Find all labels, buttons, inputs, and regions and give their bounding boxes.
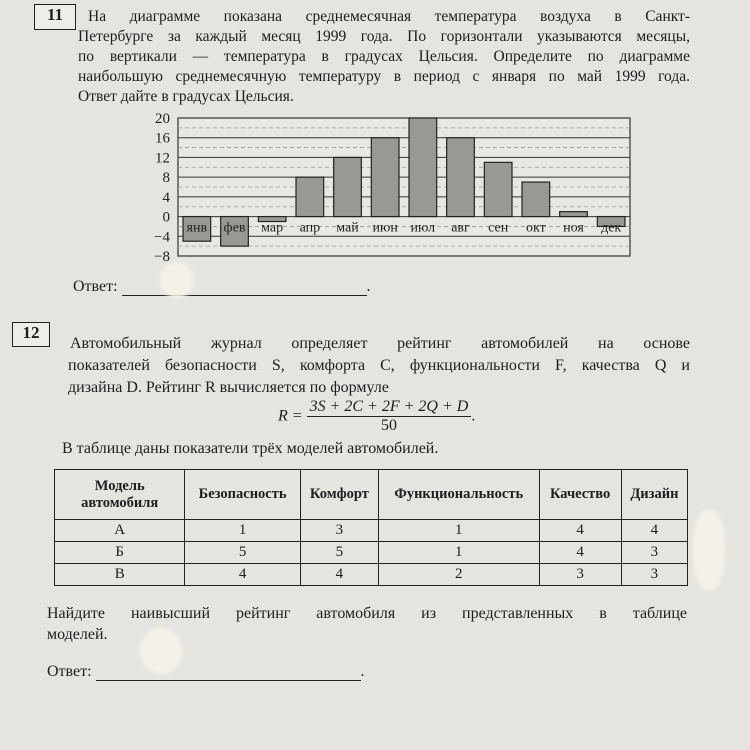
table-header-row (55, 470, 688, 520)
value-cell: 3 (300, 520, 378, 542)
text-line: моделей. (47, 626, 108, 643)
x-tick-label: янв (186, 220, 208, 236)
value-cell: 4 (300, 564, 378, 586)
bar-сен (484, 162, 512, 216)
col-header: Дизайн (621, 470, 687, 520)
task-12-number: 12 (12, 322, 50, 347)
col-header: Безопасность (185, 470, 300, 520)
paper-stain (693, 510, 725, 590)
value-cell: 5 (300, 542, 378, 564)
answer-label: Ответ: (47, 663, 92, 680)
y-tick-label: −8 (154, 249, 170, 265)
answer-field[interactable] (96, 662, 361, 681)
table-row (55, 520, 688, 542)
value-cell: 4 (539, 520, 621, 542)
task-11-text (78, 7, 690, 107)
value-cell: 3 (539, 564, 621, 586)
answer-period: . (360, 663, 365, 680)
x-tick-label: июн (372, 220, 398, 236)
value-cell: 4 (185, 564, 300, 586)
paper-stain (160, 262, 194, 298)
x-tick-label: сен (488, 220, 509, 236)
text-line: Автомобильный журнал определяет рейтинг автомобилей на основе (70, 335, 690, 352)
y-tick-label: 0 (162, 209, 170, 226)
text-line: наибольшую среднемесячную температуру в период с января по май 1999 года. (78, 68, 690, 85)
rating-formula (278, 398, 475, 435)
y-tick-label: 4 (162, 189, 170, 206)
text-line: Петербурге за каждый месяц 1999 года. По горизонтали указываются месяцы, (78, 28, 690, 45)
text-line: показателей безопасности S, комфорта C, функциональности F, качества Q и (68, 357, 690, 374)
x-tick-label: апр (299, 220, 321, 236)
bar-окт (522, 182, 550, 217)
bar-июл (409, 118, 437, 217)
x-tick-label: июл (410, 220, 436, 236)
x-tick-label: фев (223, 220, 246, 236)
value-cell: 1 (379, 520, 540, 542)
x-tick-label: авг (451, 220, 470, 236)
table-intro: В таблице даны показатели трёх моделей автомобилей. (62, 440, 439, 457)
formula-lhs: R = (278, 407, 303, 425)
bar-апр (296, 177, 324, 216)
task-12-answer (47, 662, 365, 681)
bar-май (334, 157, 362, 216)
col-header: Модель автомобиля (55, 470, 185, 520)
y-tick-label: 20 (155, 111, 170, 127)
y-tick-label: 16 (155, 130, 170, 147)
formula-numerator: 3S + 2C + 2F + 2Q + D (307, 398, 472, 417)
text-line: Ответ дайте в градусах Цельсия. (78, 88, 294, 105)
formula-period: . (471, 407, 476, 425)
model-cell: Б (55, 542, 185, 564)
text-line: Найдите наивысший рейтинг автомобиля из представленных в таблице (47, 605, 687, 622)
table-row (55, 564, 688, 586)
col-header: Функциональность (379, 470, 540, 520)
x-tick-label: ноя (563, 220, 584, 236)
value-cell: 4 (539, 542, 621, 564)
model-cell: В (55, 564, 185, 586)
value-cell: 3 (621, 564, 687, 586)
text-line: На диаграмме показана среднемесячная температура воздуха в Санкт- (88, 8, 690, 25)
y-tick-label: 12 (155, 150, 170, 167)
model-cell: А (55, 520, 185, 542)
value-cell: 2 (379, 564, 540, 586)
x-tick-label: май (336, 220, 359, 236)
bar-авг (447, 138, 475, 217)
temperature-chart (130, 108, 650, 268)
y-tick-label: 8 (162, 170, 170, 187)
value-cell: 1 (185, 520, 300, 542)
answer-period: . (366, 278, 371, 295)
answer-label: Ответ: (73, 278, 118, 295)
col-header: Качество (539, 470, 621, 520)
y-tick-label: −4 (154, 229, 170, 246)
value-cell: 4 (621, 520, 687, 542)
table-row (55, 542, 688, 564)
task-11-number: 11 (34, 4, 76, 30)
value-cell: 3 (621, 542, 687, 564)
value-cell: 5 (185, 542, 300, 564)
col-header: Комфорт (300, 470, 378, 520)
bar-июн (371, 138, 399, 217)
x-tick-label: дек (601, 220, 622, 236)
text-line: дизайна D. Рейтинг R вычисляется по формуле (68, 379, 389, 396)
x-tick-label: окт (525, 220, 546, 236)
bar-ноя (560, 212, 588, 217)
x-tick-label: мар (261, 220, 284, 236)
car-ratings-table (54, 469, 688, 586)
answer-field[interactable] (122, 277, 367, 296)
value-cell: 1 (379, 542, 540, 564)
task-12-text (68, 333, 690, 399)
text-line: по вертикали — температура в градусах Цельсия. Определите по диаграмме (78, 48, 690, 65)
formula-denominator: 50 (380, 417, 397, 434)
task-11-answer (73, 277, 371, 296)
